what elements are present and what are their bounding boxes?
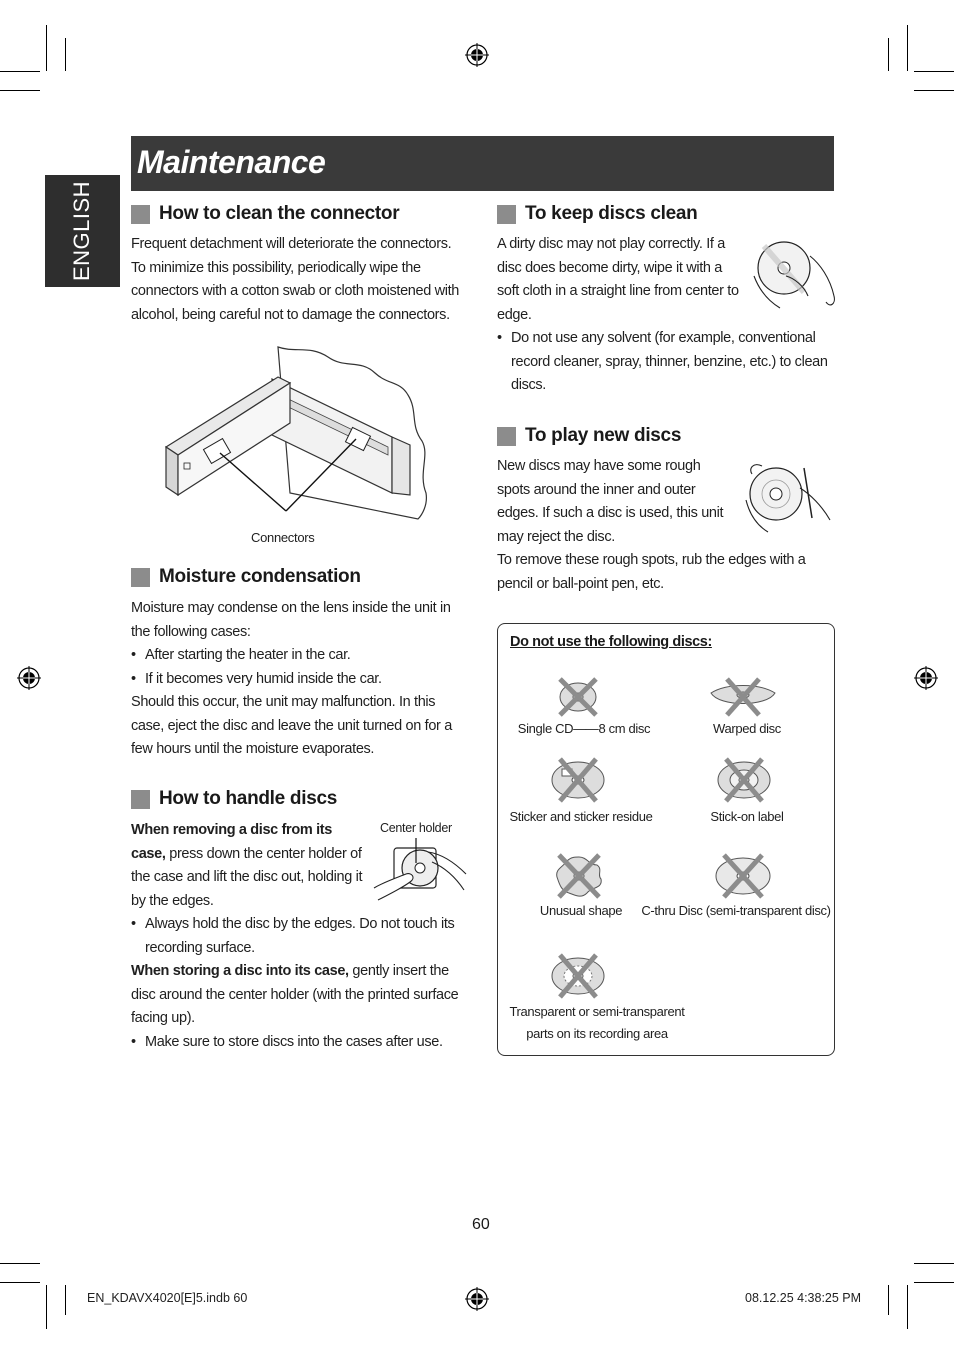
disc-label: Sticker and sticker residue bbox=[509, 809, 653, 824]
crop-mark bbox=[907, 1285, 908, 1329]
bullet-item: • Do not use any solvent (for example, conventional record cleaner, spray, thinner, benzine, etc.) to clean discs. bbox=[497, 327, 832, 398]
heading-text: To keep discs clean bbox=[525, 203, 698, 224]
footer-file: EN_KDAVX4020[E]5.indb 60 bbox=[87, 1291, 248, 1305]
page-number: 60 bbox=[472, 1216, 490, 1233]
registration-mark-icon bbox=[465, 43, 489, 67]
handle-body bbox=[131, 913, 466, 1054]
crop-mark bbox=[888, 38, 889, 71]
moisture-body bbox=[131, 597, 466, 762]
heading-text: How to handle discs bbox=[159, 788, 337, 809]
heading-text: Moisture condensation bbox=[159, 566, 361, 587]
handle-removing-text bbox=[131, 819, 367, 913]
section-heading-handle bbox=[131, 788, 337, 810]
connectors-caption: Connectors bbox=[251, 530, 315, 545]
heading-square-icon bbox=[131, 205, 150, 224]
paragraph: New discs may have some rough spots around the inner and outer edges. If such a disc is used, this unit may reject the disc. bbox=[497, 458, 724, 545]
small-disc-icon bbox=[554, 675, 602, 719]
disc-label: Stick-on label bbox=[710, 809, 784, 824]
crop-mark bbox=[914, 1282, 954, 1283]
disc-label: Single CD——8 cm disc bbox=[517, 721, 651, 736]
footer-date: 08.12.25 4:38:25 PM bbox=[745, 1291, 862, 1305]
page-title-bar bbox=[131, 136, 834, 191]
crop-mark bbox=[46, 25, 47, 71]
bullet-item: • If it becomes very humid inside the car. bbox=[131, 668, 466, 692]
rubbing-disc-edge-illustration bbox=[742, 460, 836, 536]
connector-body bbox=[131, 233, 466, 327]
registration-mark-icon bbox=[914, 666, 938, 690]
crop-mark bbox=[46, 1285, 47, 1329]
crop-mark bbox=[65, 38, 66, 71]
disc-label: parts on its recording area bbox=[526, 1026, 668, 1041]
sticker-disc-icon bbox=[548, 757, 608, 803]
disc-label: Unusual shape bbox=[539, 903, 623, 918]
heading-text: To play new discs bbox=[525, 425, 682, 446]
language-tab bbox=[45, 175, 120, 287]
label-disc-icon bbox=[714, 757, 774, 803]
clean-bullet bbox=[497, 327, 832, 398]
paragraph: To remove these rough spots, rub the edges with a pencil or ball-point pen, etc. bbox=[497, 552, 806, 592]
crop-mark bbox=[914, 90, 954, 91]
removing-disc-illustration bbox=[372, 838, 468, 904]
registration-mark-icon bbox=[465, 1287, 489, 1311]
crop-mark bbox=[907, 25, 908, 71]
bullet-item: • After starting the heater in the car. bbox=[131, 644, 466, 668]
crop-mark bbox=[914, 1263, 954, 1264]
transparent-disc-icon bbox=[548, 953, 608, 999]
crop-mark bbox=[0, 90, 40, 91]
paragraph: Frequent detachment will deteriorate the connectors. To minimize this possibility, periodically wipe the connectors with a cotton swab or cloth moistened with alcohol, being careful not to damage the connectors. bbox=[131, 236, 460, 323]
do-not-use-heading: Do not use the following discs: bbox=[510, 634, 712, 650]
paragraph: gently insert the disc around the center holder (with the printed surface facing up). bbox=[131, 963, 459, 1026]
clean-body bbox=[497, 233, 741, 327]
language-tab-label: ENGLISH bbox=[69, 180, 94, 282]
heading-square-icon bbox=[131, 790, 150, 809]
new-discs-body2 bbox=[497, 549, 832, 596]
unusual-shape-disc-icon bbox=[553, 853, 605, 899]
heading-square-icon bbox=[131, 568, 150, 587]
crop-mark bbox=[65, 1285, 66, 1315]
section-heading-connector bbox=[131, 203, 399, 225]
crop-mark bbox=[914, 71, 954, 72]
car-unit-connector-illustration bbox=[160, 343, 440, 523]
crop-mark bbox=[0, 71, 40, 72]
crop-mark bbox=[888, 1285, 889, 1315]
wiping-disc-illustration bbox=[750, 236, 836, 312]
bold-lead: When storing a disc into its case, bbox=[131, 963, 349, 979]
bold-lead: When removing a disc from its case, bbox=[131, 822, 332, 862]
section-heading-new-discs bbox=[497, 425, 681, 447]
disc-label: C-thru Disc (semi-transparent disc) bbox=[641, 903, 831, 918]
paragraph: Should this occur, the unit may malfunction. In this case, eject the disc and leave the unit turned on for a few hours until the moisture evaporates. bbox=[131, 694, 452, 757]
page-title: Maintenance bbox=[137, 144, 326, 180]
bullet-item: • Always hold the disc by the edges. Do not touch its recording surface. bbox=[131, 913, 466, 960]
warped-disc-icon bbox=[707, 677, 779, 717]
section-heading-clean bbox=[497, 203, 697, 225]
bullet-item: • Make sure to store discs into the cases after use. bbox=[131, 1031, 466, 1055]
cthru-disc-icon bbox=[712, 853, 774, 899]
registration-mark-icon bbox=[17, 666, 41, 690]
crop-mark bbox=[0, 1282, 40, 1283]
disc-label: Warped disc bbox=[713, 721, 781, 736]
disc-label: Transparent or semi-transparent bbox=[509, 1004, 685, 1019]
heading-text: How to clean the connector bbox=[159, 203, 400, 224]
heading-square-icon bbox=[497, 427, 516, 446]
paragraph: A dirty disc may not play correctly. If a disc does become dirty, wipe it with a soft cloth in a straight line from center to edge. bbox=[497, 236, 739, 323]
heading-square-icon bbox=[497, 205, 516, 224]
paragraph: press down the center holder of the case and lift the disc out, holding it by the edges. bbox=[131, 845, 363, 909]
center-holder-caption: Center holder bbox=[380, 821, 452, 835]
crop-mark bbox=[0, 1263, 40, 1264]
new-discs-body bbox=[497, 455, 732, 549]
paragraph: Moisture may condense on the lens inside the unit in the following cases: bbox=[131, 600, 451, 640]
section-heading-moisture bbox=[131, 566, 361, 588]
